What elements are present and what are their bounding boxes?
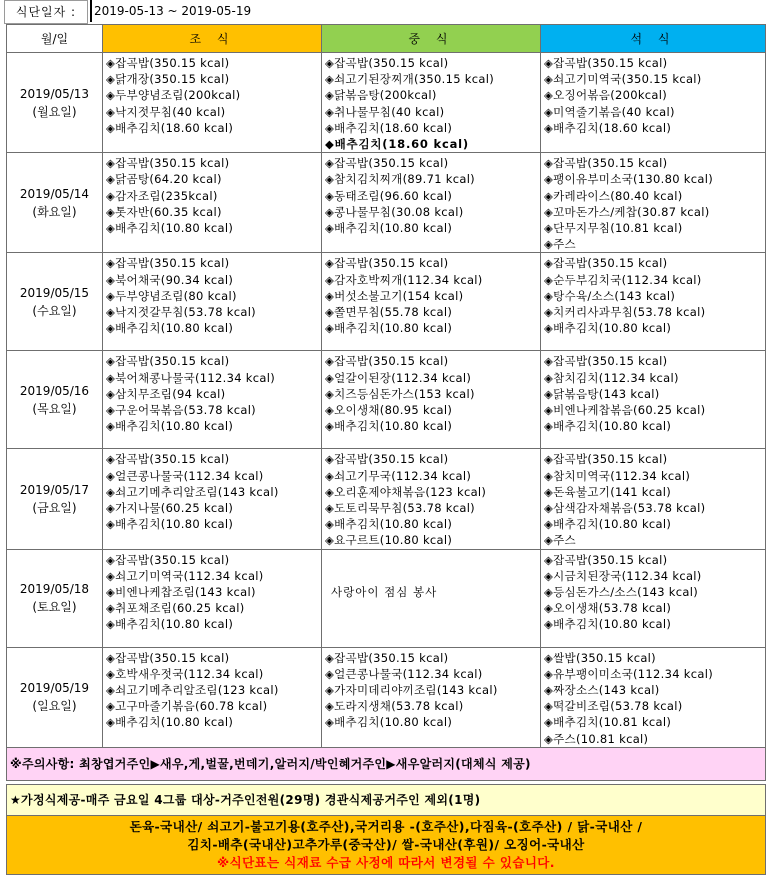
menu-item: ◈잡곡밥(350.15 kcal) (106, 156, 230, 171)
menu-item: ◈두부양념조림(200kcal) (106, 88, 241, 103)
menu-item: ◈배추김치(10.80 kcal) (325, 321, 453, 336)
menu-item: ◈유부팽이미소국(112.34 kcal) (544, 666, 713, 681)
notice-row (7, 747, 766, 780)
menu-item: ◈취포채조림(60.25 kcal) (106, 601, 245, 616)
day-row (7, 153, 766, 253)
menu-item: ◈잡곡밥(350.15 kcal) (544, 156, 668, 171)
menu-item: ◈시금치된장국(112.34 kcal) (544, 568, 702, 583)
dinner-cell (541, 253, 766, 351)
menu-item: ◈감자호박찌개(112.34 kcal) (325, 272, 483, 287)
menu-item: ◈잡곡밥(350.15 kcal) (325, 354, 449, 369)
date-text: 2019/05/16 (19, 383, 90, 398)
breakfast-cell (103, 253, 322, 351)
menu-item: ◈잡곡밥(350.15 kcal) (544, 354, 668, 369)
menu-item: ◈낙지젓무침(40 kcal) (106, 104, 226, 119)
menu-item: ◈미역줄기볶음(40 kcal) (544, 104, 675, 119)
lunch-cell (322, 549, 541, 647)
date-cell (7, 153, 103, 253)
menu-item: ◈배추김치(10.80 kcal) (106, 517, 234, 532)
menu-item: ◈얼큰콩나물국(112.34 kcal) (325, 666, 483, 681)
menu-item: ◈주스(10.81 kcal) (544, 731, 649, 746)
lunch-cell (322, 53, 541, 153)
menu-item: ◈요구르트(10.80 kcal) (325, 533, 453, 548)
menu-item: ◈배추김치(10.80 kcal) (106, 419, 234, 434)
menu-item-highlight: ◆배추김치(18.60 kcal) (325, 137, 469, 152)
menu-item: ◈잡곡밥(350.15 kcal) (544, 256, 668, 271)
date-cell (7, 253, 103, 351)
date-cell (7, 449, 103, 549)
menu-item: ◈쇠고기미역국(112.34 kcal) (106, 568, 264, 583)
day-row (7, 549, 766, 647)
menu-item: ◈짜장소스(143 kcal) (544, 683, 660, 698)
breakfast-cell (103, 449, 322, 549)
menu-item: ◈잡곡밥(350.15 kcal) (106, 256, 230, 271)
menu-item: ◈비엔나케찹조림(143 kcal) (106, 585, 256, 600)
menu-item: ◈도토리묵무침(53.78 kcal) (325, 501, 475, 516)
weekday-text: (수요일) (32, 303, 77, 318)
menu-item: ◈감자조림(235kcal) (106, 188, 218, 203)
menu-item: ◈잡곡밥(350.15 kcal) (106, 452, 230, 467)
menu-item: ◈카레라이스(80.40 kcal) (544, 188, 683, 203)
change-warning: ※식단표는 식재료 수급 사정에 따라서 변경될 수 있습니다. (217, 854, 555, 870)
header-row (7, 25, 766, 53)
menu-item: ◈쇠고기메추리알조림(123 kcal) (106, 683, 279, 698)
menu-item: ◈배추김치(10.80 kcal) (106, 715, 234, 730)
menu-item: ◈떡갈비조림(53.78 kcal) (544, 699, 683, 714)
dinner-cell (541, 449, 766, 549)
dinner-cell (541, 351, 766, 449)
menu-item: ◈버섯소불고기(154 kcal) (325, 288, 464, 303)
weekday-text: (일요일) (32, 699, 77, 714)
menu-item: ◈배추김치(10.80 kcal) (325, 419, 453, 434)
date-text: 2019/05/19 (19, 681, 90, 696)
date-text: 2019/05/13 (19, 86, 90, 101)
breakfast-cell (103, 647, 322, 747)
menu-item: ◈북어채콩나물국(112.34 kcal) (106, 370, 275, 385)
date-text: 2019/05/18 (19, 582, 90, 597)
menu-item: ◈오이생채(80.95 kcal) (325, 403, 453, 418)
menu-item: ◈치커리사과무침(53.78 kcal) (544, 305, 706, 320)
menu-item: ◈톳자반(60.35 kcal) (106, 204, 222, 219)
day-row (7, 53, 766, 153)
weekday-text: (목요일) (32, 401, 77, 416)
day-row (7, 351, 766, 449)
weekday-text: (화요일) (32, 204, 77, 219)
menu-item: ◈가자미데리야끼조림(143 kcal) (325, 683, 498, 698)
menu-item: ◈오리훈제야채볶음(123 kcal) (325, 484, 487, 499)
breakfast-cell (103, 549, 322, 647)
day-row (7, 449, 766, 549)
menu-item: ◈잡곡밥(350.15 kcal) (106, 56, 230, 70)
menu-item: ◈배추김치(10.80 kcal) (325, 221, 453, 236)
menu-item: ◈잡곡밥(350.15 kcal) (325, 650, 449, 665)
policy-row (7, 784, 766, 815)
lunch-note: 사랑아이 점심 봉사 (331, 584, 438, 599)
header-breakfast: 조 식 (103, 25, 322, 53)
lunch-cell (322, 647, 541, 747)
menu-item: ◈얼갈이된장(112.34 kcal) (325, 370, 472, 385)
weekday-text: (금요일) (32, 501, 77, 516)
menu-item: ◈닭곰탕(64.20 kcal) (106, 172, 222, 187)
date-text: 2019/05/17 (19, 483, 90, 498)
menu-item: ◈등심돈가스/소스(143 kcal) (544, 585, 698, 600)
menu-item: ◈쫄면무침(55.78 kcal) (325, 305, 453, 320)
menu-item: ◈배추김치(10.80 kcal) (325, 715, 453, 730)
menu-item: ◈단무지무침(10.81 kcal) (544, 221, 683, 236)
origin-row (7, 815, 766, 874)
menu-item: ◈배추김치(10.80 kcal) (544, 419, 672, 434)
lunch-cell (322, 449, 541, 549)
menu-item: ◈잡곡밥(350.15 kcal) (325, 56, 449, 70)
period-label: 식단일자 : (4, 0, 88, 24)
menu-item: ◈배추김치(10.80 kcal) (325, 517, 453, 532)
menu-item: ◈참치김치찌개(89.71 kcal) (325, 172, 475, 187)
menu-item: ◈잡곡밥(350.15 kcal) (106, 552, 230, 567)
menu-item: ◈주스 (544, 237, 576, 252)
dinner-cell (541, 647, 766, 747)
menu-item: ◈잡곡밥(350.15 kcal) (106, 354, 230, 369)
menu-item: ◈북어채국(90.34 kcal) (106, 272, 234, 287)
menu-item: ◈얼큰콩나물국(112.34 kcal) (106, 468, 264, 483)
origin-line-2: 김치-배추(국내산)고추가루(중국산)/ 쌀-국내산(후원)/ 오징어-국내산 (187, 836, 585, 852)
date-cell (7, 351, 103, 449)
menu-item: ◈닭개장(350.15 kcal) (106, 72, 230, 87)
menu-item: ◈배추김치(10.80 kcal) (544, 617, 672, 632)
dinner-cell (541, 549, 766, 647)
menu-item: ◈구운어묵볶음(53.78 kcal) (106, 403, 256, 418)
menu-item: ◈배추김치(10.80 kcal) (106, 321, 234, 336)
menu-item: ◈치즈등심돈가스(153 kcal) (325, 386, 475, 401)
menu-item: ◈잡곡밥(350.15 kcal) (325, 452, 449, 467)
home-meal-policy: ★가정식제공-매주 금요일 4그룹 대상-거주인전원(29명) 경관식제공거주인 제외(1명) (7, 784, 766, 815)
menu-item: ◈두부양념조림(80 kcal) (106, 288, 237, 303)
menu-item: ◈꼬마돈가스/케찹(30.87 kcal) (544, 204, 710, 219)
breakfast-cell (103, 351, 322, 449)
menu-item: ◈쇠고기메추리알조림(143 kcal) (106, 484, 279, 499)
menu-item: ◈잡곡밥(350.15 kcal) (544, 552, 668, 567)
menu-item: ◈탕수육/소스(143 kcal) (544, 288, 676, 303)
period-row (0, 0, 770, 24)
menu-item: ◈잡곡밥(350.15 kcal) (544, 452, 668, 467)
day-rows (7, 53, 766, 748)
origin-info (7, 815, 766, 874)
menu-item: ◈순두부김치국(112.34 kcal) (544, 272, 702, 287)
menu-item: ◈주스 (544, 533, 576, 548)
menu-item: ◈배추김치(18.60 kcal) (325, 120, 453, 135)
header-lunch: 중 식 (322, 25, 541, 53)
dinner-cell (541, 53, 766, 153)
menu-table (6, 24, 766, 875)
menu-item: ◈쌀밥(350.15 kcal) (544, 650, 656, 665)
menu-item: ◈잡곡밥(350.15 kcal) (106, 650, 230, 665)
menu-item: ◈동태조림(96.60 kcal) (325, 188, 453, 203)
menu-item: ◈취나물무침(40 kcal) (325, 104, 445, 119)
header-dinner: 석 식 (541, 25, 766, 53)
date-text: 2019/05/14 (19, 186, 90, 201)
date-cell (7, 53, 103, 153)
menu-item: ◈닭볶음탕(143 kcal) (544, 386, 660, 401)
lunch-cell (322, 351, 541, 449)
menu-item: ◈쇠고기미역국(350.15 kcal) (544, 72, 702, 87)
menu-item: ◈잡곡밥(350.15 kcal) (544, 56, 668, 70)
date-cell (7, 647, 103, 747)
menu-item: ◈배추김치(10.81 kcal) (544, 715, 672, 730)
menu-item: ◈참치김치(112.34 kcal) (544, 370, 679, 385)
weekday-text: (토요일) (32, 600, 77, 615)
menu-item: ◈배추김치(10.80 kcal) (106, 221, 234, 236)
day-row (7, 253, 766, 351)
allergy-notice: ※주의사항: 최창엽거주인▶새우,게,벌꿀,번데기,알러지/박인혜거주인▶새우알러지(대체식 제공) (7, 747, 766, 780)
menu-item: ◈쇠고기무국(112.34 kcal) (325, 468, 472, 483)
menu-item: ◈배추김치(10.80 kcal) (544, 517, 672, 532)
weekday-text: (월요일) (32, 104, 77, 119)
menu-item: ◈고구마줄기볶음(60.78 kcal) (106, 699, 268, 714)
origin-line-1: 돈육-국내산/ 쇠고기-불고기용(호주산),국거리용 -(호주산),다짐육-(호주산) / 닭-국내산 / (129, 818, 643, 834)
menu-item: ◈잡곡밥(350.15 kcal) (325, 256, 449, 271)
header-date: 월/일 (7, 25, 103, 53)
menu-item: ◈낙지젓갈무침(53.78 kcal) (106, 305, 256, 320)
menu-item: ◈호박새우젓국(112.34 kcal) (106, 666, 264, 681)
lunch-cell (322, 153, 541, 253)
menu-item: ◈배추김치(10.80 kcal) (544, 321, 672, 336)
menu-item: ◈팽이유부미소국(130.80 kcal) (544, 172, 713, 187)
menu-item: ◈도라지생채(53.78 kcal) (325, 699, 464, 714)
menu-item: ◈참치미역국(112.34 kcal) (544, 468, 691, 483)
dinner-cell (541, 153, 766, 253)
menu-item: ◈잡곡밥(350.15 kcal) (325, 156, 449, 171)
lunch-cell (322, 253, 541, 351)
menu-item: ◈닭볶음탕(200kcal) (325, 88, 437, 103)
breakfast-cell (103, 53, 322, 153)
menu-item: ◈쇠고기된장찌개(350.15 kcal) (325, 72, 494, 87)
breakfast-cell (103, 153, 322, 253)
period-value[interactable]: 2019-05-13 ~ 2019-05-19 (90, 0, 251, 22)
day-row (7, 647, 766, 747)
menu-item: ◈배추김치(18.60 kcal) (106, 120, 234, 135)
menu-item: ◈배추김치(18.60 kcal) (544, 120, 672, 135)
menu-item: ◈오징어볶음(200kcal) (544, 88, 668, 103)
date-cell (7, 549, 103, 647)
menu-item: ◈비엔나케찹볶음(60.25 kcal) (544, 403, 706, 418)
menu-item: ◈돈육불고기(141 kcal) (544, 484, 671, 499)
date-text: 2019/05/15 (19, 285, 90, 300)
menu-item: ◈배추김치(10.80 kcal) (106, 617, 234, 632)
menu-item: ◈오이생채(53.78 kcal) (544, 601, 672, 616)
menu-item: ◈콩나물무침(30.08 kcal) (325, 204, 464, 219)
menu-item: ◈가지나물(60.25 kcal) (106, 501, 234, 516)
menu-item: ◈삼치무조림(94 kcal) (106, 386, 226, 401)
menu-item: ◈삼색감자채볶음(53.78 kcal) (544, 501, 706, 516)
